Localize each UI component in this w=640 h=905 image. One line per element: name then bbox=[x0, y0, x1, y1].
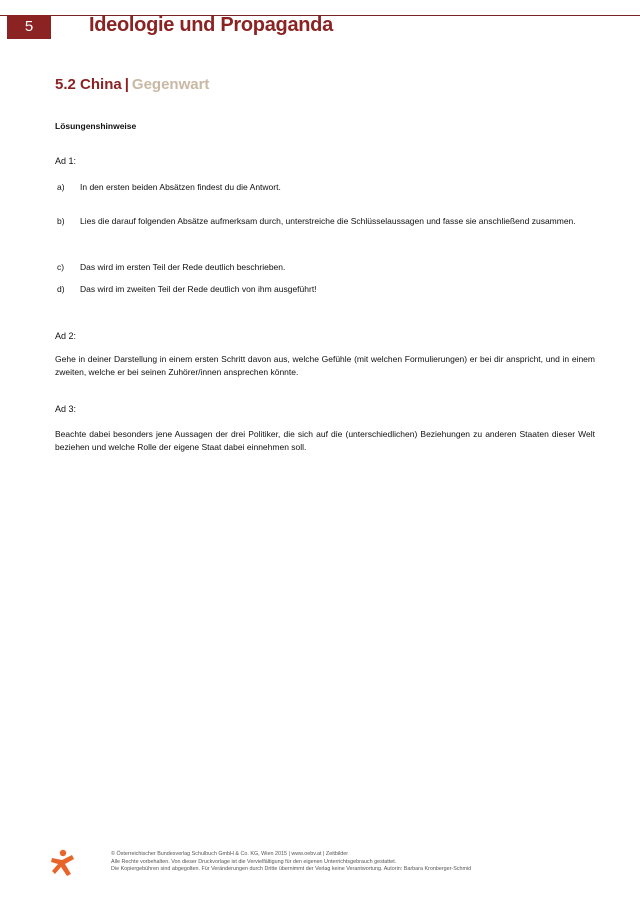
ad3-text: Beachte dabei besonders jene Aussagen der drei Politiker, die sich auf die (unterschiedlichen) Beziehungen zu anderen Staaten dieser Welt beziehen und welche Rolle der eigene Staat dabei einnehmen soll. bbox=[55, 429, 595, 452]
section-separator: | bbox=[124, 76, 129, 93]
list-item-letter: a) bbox=[57, 182, 65, 192]
list-item-text: In den ersten beiden Absätzen findest du die Antwort. bbox=[80, 182, 281, 192]
footer-line: Alle Rechte vorbehalten. Von dieser Druckvorlage ist die Vervielfältigung für den eigenen Unterrichtsgebrauch gestattet. bbox=[111, 858, 397, 865]
list-item-letter: d) bbox=[57, 284, 65, 294]
list-item-letter: b) bbox=[57, 216, 65, 226]
ad2-text: Gehe in deiner Darstellung in einem ersten Schritt davon aus, welche Gefühle (mit welchen Formulierungen) er bei dir anspricht, und in einem zweiten, welche er bei seinen Zuhörer/innen ansprechen könnte. bbox=[55, 354, 595, 377]
list-item-text: Das wird im zweiten Teil der Rede deutlich von ihm ausgeführt! bbox=[80, 284, 317, 294]
ad2-label: Ad 2: bbox=[55, 331, 77, 341]
section-title: China bbox=[80, 76, 122, 93]
section-heading bbox=[55, 76, 209, 93]
footer-line: Die Kopiergebühren sind abgegolten. Für Veränderungen durch Dritte übernimmt der Verlag keine Verantwortung. Autorin: Barbara Kronberger-Schmid bbox=[111, 866, 472, 873]
footer-line: © Österreichischer Bundesverlag Schulbuch GmbH & Co. KG, Wien 2015 | www.oebv.at | Zeitbilder bbox=[111, 851, 349, 857]
list-item-letter: c) bbox=[57, 262, 65, 272]
chapter-number-badge: 5 bbox=[7, 15, 51, 39]
chapter-title: Ideologie und Propaganda bbox=[89, 14, 333, 36]
list-item-text: Das wird im ersten Teil der Rede deutlich beschrieben. bbox=[80, 262, 286, 272]
footer-copyright bbox=[111, 851, 611, 874]
ad3-label: Ad 3: bbox=[55, 404, 77, 414]
section-subtitle: Gegenwart bbox=[131, 76, 210, 93]
ad1-label: Ad 1: bbox=[55, 156, 77, 166]
solutions-title: Lösungenshinweise bbox=[55, 121, 137, 131]
publisher-logo-icon bbox=[50, 849, 76, 877]
list-item-text: Lies die darauf folgenden Absätze aufmerksam durch, unterstreiche die Schlüsselaussagen und fasse sie anschließend zusammen. bbox=[80, 216, 576, 226]
section-number: 5.2 bbox=[55, 76, 76, 93]
